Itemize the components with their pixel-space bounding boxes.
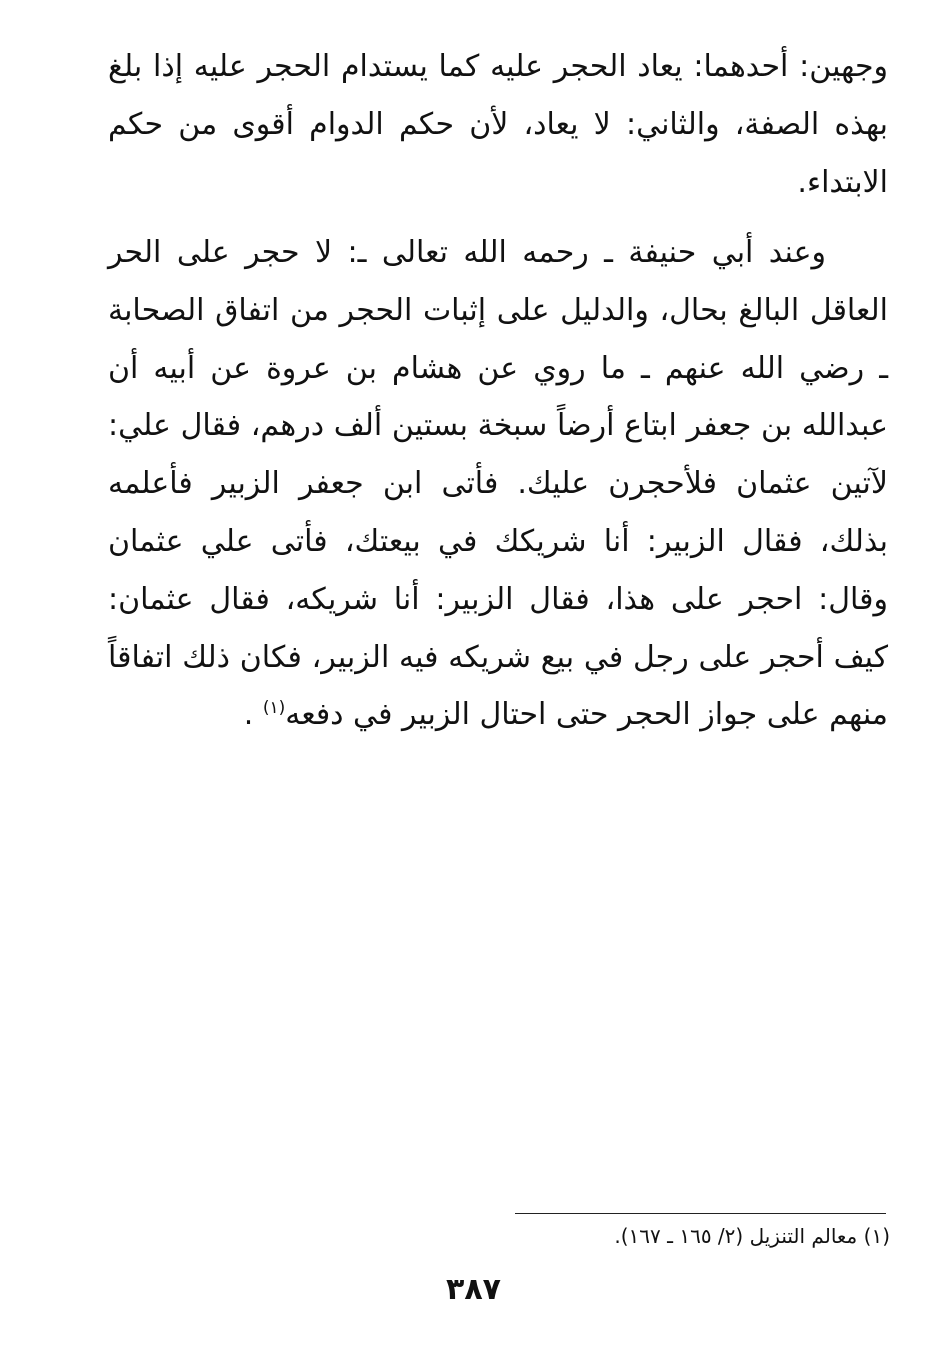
footnote-separator: [515, 1213, 886, 1214]
footnote-reference: (١): [262, 698, 286, 719]
footnote: (١) معالم التنزيل (٢/ ١٦٥ ـ ١٦٧).: [614, 1224, 890, 1248]
paragraph-2-end: .: [243, 697, 254, 733]
paragraph-1: [108, 38, 888, 211]
paragraph-2-text: وعند أبي حنيفة ـ رحمه الله تعالى ـ: لا حجر على الحر العاقل البالغ بحال، والدليل على إثبات الحجر من اتفاق الصحابة ـ رضي الله عنهم ـ ما روي عن هشام بن عروة عن أبيه أن عبدالله بن جعفر ابتاع أرضاً سبخة بستين ألف درهم، فقال علي: لآتين عثمان فلأحجرن عليك. فأتى ابن جعفر الزبير فأعلمه بذلك، فقال الزبير: أنا شريكك في بيعتك، فأتى علي عثمان وقال: احجر على هذا، فقال الزبير: أنا شريكه، فقال عثمان: كيف أحجر على رجل في بيع شريكه فيه الزبير، فكان ذلك اتفاقاً منهم على جواز الحجر حتى احتال الزبير في دفعه: [108, 235, 888, 733]
page-number: ٣٨٧: [446, 1272, 501, 1307]
paragraph-2: [108, 224, 888, 744]
paragraph-1-text: وجهين: أحدهما: يعاد الحجر عليه كما يستدام الحجر عليه إذا بلغ بهذه الصفة، والثاني: لا يعاد، لأن حكم الدوام أقوى من حكم الابتداء.: [108, 49, 888, 200]
